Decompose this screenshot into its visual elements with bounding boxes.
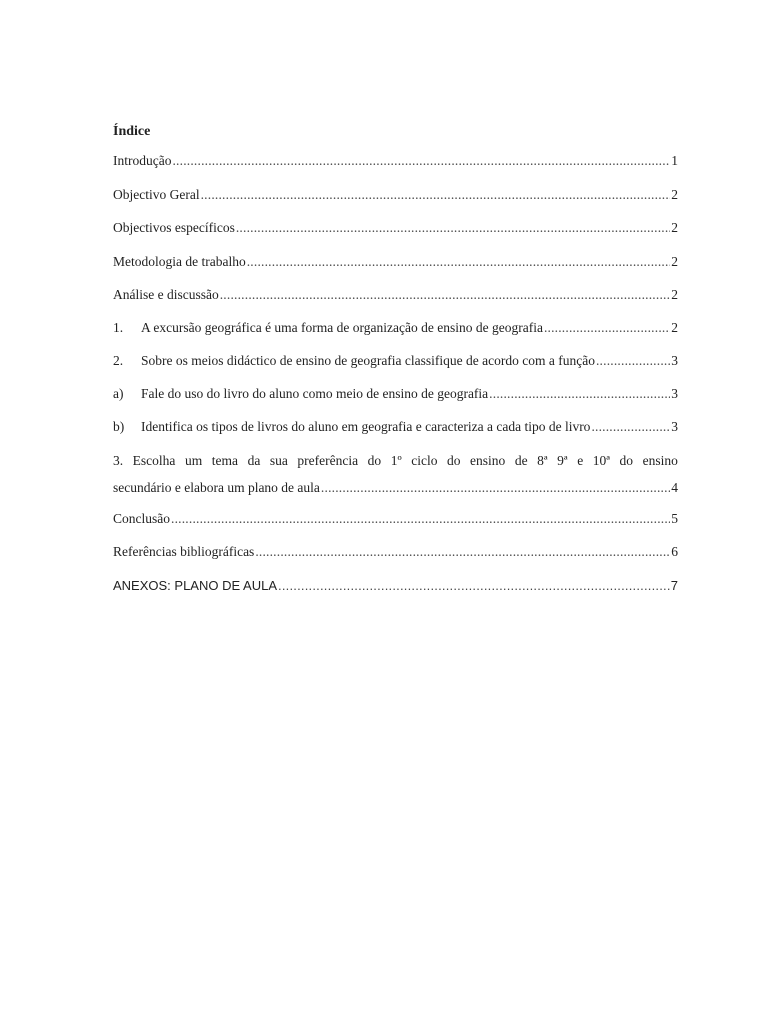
toc-entry-label: Identifica os tipos de livros do aluno em geografia e caracteriza a cada tipo de livro [141, 419, 591, 434]
toc-entry-label: Sobre os meios didáctico de ensino de geografia classifique de acordo com a função [141, 353, 595, 368]
toc-entry-label: Referências bibliográficas [113, 544, 255, 559]
toc-entry-number: b) [113, 419, 125, 434]
toc-entry-label: Introdução [113, 153, 172, 168]
toc-entry-page: 2 [671, 187, 678, 202]
toc-word: 9ª [557, 453, 568, 468]
toc-entry-3-first-line [113, 452, 678, 470]
toc-word: de [514, 453, 528, 468]
toc-entry-1[interactable] [113, 319, 678, 337]
toc-entry-page: 2 [671, 220, 678, 235]
toc-entry-label: Objectivos específicos [113, 220, 235, 235]
toc-entry-2[interactable] [113, 352, 678, 370]
toc-word: ensino [642, 453, 678, 468]
toc-entry-3[interactable] [113, 452, 678, 497]
toc-leader-dots [201, 186, 671, 204]
toc-word: e [577, 453, 584, 468]
toc-entry-label: Objectivo Geral [113, 187, 200, 202]
toc-title: Índice [113, 124, 151, 139]
toc-entry-page: 3 [671, 353, 678, 368]
toc-entry-b[interactable] [113, 418, 678, 436]
toc-entry-page: 3 [671, 419, 678, 434]
toc-entry-analise[interactable] [113, 286, 678, 304]
toc-entry-page: 3 [671, 386, 678, 401]
toc-entry-objectivos-especificos[interactable] [113, 219, 678, 237]
toc-entry-conclusao[interactable] [113, 510, 678, 528]
toc-leader-dots [489, 385, 670, 403]
toc-leader-dots [171, 510, 670, 528]
toc-entry-page: 7 [670, 578, 678, 593]
toc-entry-metodologia[interactable] [113, 253, 678, 271]
toc-leader-dots [255, 543, 670, 561]
toc-leader-dots [591, 418, 670, 436]
toc-leader-dots [596, 352, 670, 370]
toc-leader-dots [321, 479, 670, 497]
toc-word: Escolha [132, 453, 176, 468]
toc-leader-dots [278, 577, 670, 595]
toc-entry-label: Metodologia de trabalho [113, 254, 246, 269]
toc-entry-number: a) [113, 386, 124, 401]
toc-entry-label: Análise e discussão [113, 287, 219, 302]
toc-word: preferência [297, 453, 359, 468]
toc-entry-label: Fale do uso do livro do aluno como meio de ensino de geografia [141, 386, 489, 401]
toc-word: sua [269, 453, 288, 468]
toc-entry-page: 1 [671, 153, 678, 168]
toc-word: 8ª [537, 453, 548, 468]
toc-leader-dots [172, 152, 670, 170]
toc-leader-dots [247, 253, 671, 271]
toc-word: 10ª [592, 453, 610, 468]
toc-entry-page: 2 [671, 320, 678, 335]
toc-entry-referencias[interactable] [113, 543, 678, 561]
toc-word: 1º [390, 453, 402, 468]
toc-entry-page: 4 [671, 480, 678, 495]
toc-entry-label: A excursão geográfica é uma forma de organização de ensino de geografia [141, 320, 543, 335]
toc-entry-number: 3. [113, 453, 124, 468]
toc-word: do [447, 453, 461, 468]
toc-entry-number: 2. [113, 353, 124, 368]
toc-word: um [184, 453, 203, 468]
toc-entry-page: 2 [671, 254, 678, 269]
toc-leader-dots [544, 319, 670, 337]
toc-word: do [619, 453, 634, 468]
toc-leader-dots [220, 286, 671, 304]
toc-entry-introducao[interactable] [113, 152, 678, 170]
toc-word: ensino [470, 453, 506, 468]
table-of-contents [113, 122, 678, 593]
toc-entry-number: 1. [113, 320, 124, 335]
toc-entry-label-continued: secundário e elabora um plano de aula [113, 480, 320, 495]
toc-entry-anexos[interactable] [113, 577, 678, 595]
toc-entry-page: 2 [671, 287, 678, 302]
toc-word: do [367, 453, 382, 468]
toc-word: ciclo [411, 453, 438, 468]
toc-word: tema [211, 453, 239, 468]
toc-entry-a[interactable] [113, 385, 678, 403]
toc-entry-objectivo-geral[interactable] [113, 186, 678, 204]
toc-leader-dots [236, 219, 670, 237]
toc-entry-label: Conclusão [113, 511, 170, 526]
toc-entry-label: ANEXOS: PLANO DE AULA [113, 578, 278, 593]
toc-entry-page: 5 [671, 511, 678, 526]
toc-word: da [247, 453, 261, 468]
toc-entry-page: 6 [671, 544, 678, 559]
